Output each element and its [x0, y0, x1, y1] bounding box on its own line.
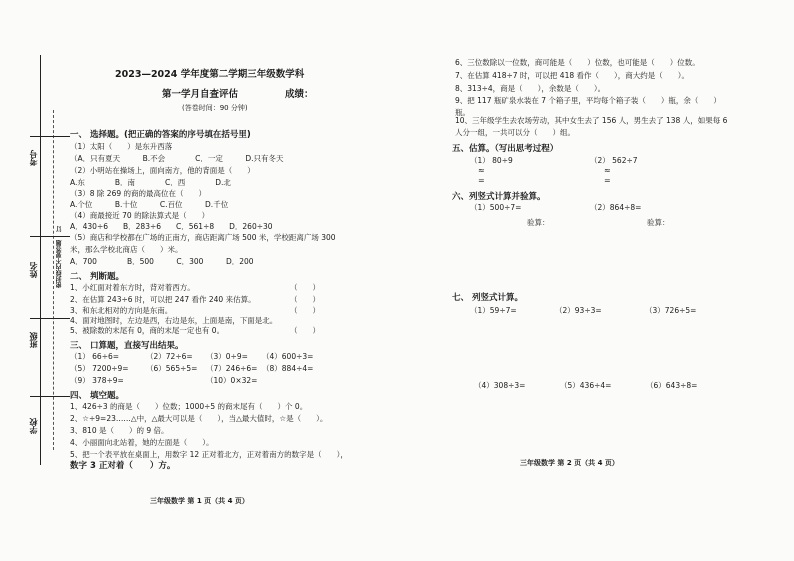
calc-10: （10）0×32= [206, 376, 258, 385]
class-line [30, 318, 70, 319]
school-line [30, 396, 70, 397]
fill-10: 10、三年级学生去农场劳动，其中女生去了 156 人，男生去了 138 人，如果每 6 [455, 116, 728, 125]
calc-1: （1） 66÷6= [70, 352, 120, 361]
judge-2: 2、在估算 243÷6 时，可以把 247 看作 240 来估算。 [70, 295, 256, 304]
judge-3: 3、和东北相对的方向是东南。 [70, 306, 173, 315]
section-2-title: 二、 判断题。 [70, 272, 124, 282]
estimate-1: （1） 80÷9 [470, 156, 513, 165]
fill-5-cont: 数字 3 正对着（ ）方。 [70, 461, 176, 471]
judge-2-paren: （ ） [290, 295, 320, 304]
name-label: 姓名 [29, 262, 38, 278]
fill-1: 1、426÷3 的商是（ ）位数；1000÷5 的商末尾有（ ）个 0。 [70, 402, 308, 411]
vertical-2: （2）864÷8= [590, 203, 642, 212]
fill-5: 5、把一个表平放在桌面上，用数字 12 正对着北方，正对着南方的数字是（ ）， [70, 450, 348, 459]
judge-5-paren: （ ） [290, 326, 320, 335]
calc-5: （5） 7200÷9= [70, 364, 129, 373]
exam-subtitle: 第一学月自查评估 [162, 89, 239, 100]
column-calc-2: （2）93÷3= [555, 306, 602, 315]
question-1: （1）太阳（ ）是东升西落 [70, 142, 173, 151]
name-line [30, 236, 70, 237]
fill-4: 4、小丽面向北站着，她的左面是（ ）。 [70, 438, 214, 447]
estimate-2: （2） 562÷7 [590, 156, 638, 165]
fill-9: 9、把 117 瓶矿泉水装在 7 个箱子里，平均每个箱子装（ ）瓶，余（ ） [455, 96, 721, 105]
school-label: 学校 [29, 418, 38, 434]
ding-mark: 订 [56, 226, 63, 232]
column-calc-1: （1）59÷7= [470, 306, 517, 315]
page-2-footer: 三年级数学 第 2 页（共 4 页） [520, 459, 619, 467]
exam-no-label: 考号 [29, 150, 38, 166]
vertical-1: （1）500÷7= [470, 203, 522, 212]
page-1-footer: 三年级数学 第 1 页（共 4 页） [150, 497, 249, 505]
question-2-options: A.东 B．南 C．西 D.北 [70, 178, 231, 187]
judge-5: 5、被除数的末尾有 0，商的末尾一定也有 0。 [70, 326, 225, 335]
calc-8: （8）884÷4= [262, 364, 314, 373]
question-5-options: A．700 B．500 C．300 D．200 [70, 257, 254, 266]
column-calc-4: （4）308÷3= [474, 381, 526, 390]
estimate-1-eq: = [478, 176, 485, 185]
seal-notice: 密封线内不要答题 [56, 240, 63, 288]
class-label: 班级 [29, 332, 38, 348]
fill-9-cont: 瓶。 [455, 108, 470, 117]
check-1-label: 验算： [527, 218, 550, 227]
exam-no-line [30, 136, 70, 137]
judge-4: 4、面对地图时，左边是西，右边是东，上面是南，下面是北。 [70, 316, 278, 325]
section-3-title: 三、 口算题，直接写出结果。 [70, 341, 184, 351]
fill-8: 8、313÷4，商是（ ），余数是（ ）。 [455, 84, 606, 93]
question-5: （5）商店和学校都在广场的正南方，商店距离广场 500 米，学校距离广场 300 [70, 233, 336, 242]
check-2-label: 验算： [647, 218, 670, 227]
judge-3-paren: （ ） [290, 306, 320, 315]
calc-3: （3）0÷9= [206, 352, 248, 361]
question-3-options: A.个位 B.十位 C.百位 D.千位 [70, 200, 229, 209]
calc-7: （7）246÷6= [206, 364, 258, 373]
judge-1: 1、小红面对着东方时，背对着西方。 [70, 283, 195, 292]
exam-title: 2023—2024 学年度第二学期三年级数学科 [115, 69, 305, 80]
column-calc-5: （5）436÷4= [560, 381, 612, 390]
question-4: （4）商最接近 70 的除法算式是（ ） [70, 211, 210, 220]
fill-10-cont: 人分一组，一共可以分（ ）组。 [455, 128, 575, 137]
section-7-title: 七、 列竖式计算。 [452, 293, 523, 303]
fill-2: 2、☆÷9=23……△中，△最大可以是（ ），当△最大值时，☆是（ ）。 [70, 414, 328, 423]
question-1-options: （A．只有夏天 B.不会 C．一定 D.只有冬天 [70, 154, 284, 163]
calc-6: （6）565÷5= [146, 364, 198, 373]
calc-4: （4）600÷3= [262, 352, 314, 361]
estimate-2-approx: ≈ [604, 166, 611, 175]
fill-3: 3、810 是（ ）的 9 倍。 [70, 426, 169, 435]
section-1-title: 一、 选择题。(把正确的答案的序号填在括号里) [70, 130, 251, 140]
column-calc-3: （3）726÷5= [645, 306, 697, 315]
estimate-1-approx: ≈ [478, 166, 485, 175]
question-3: （3）8 除 269 的商的最高位在（ ） [70, 189, 207, 198]
section-6-title: 六、列竖式计算并验算。 [452, 192, 546, 202]
question-4-options: A．430÷6 B．283÷6 C．561÷8 D．260÷30 [70, 222, 273, 231]
question-5-cont: 米，那么学校北商店（ ）米。 [70, 245, 183, 254]
question-2: （2）小明站在操场上，面向南方，他的背面是（ ） [70, 166, 255, 175]
calc-2: （2）72÷6= [146, 352, 193, 361]
calc-9: （9） 378÷9= [70, 376, 124, 385]
section-5-title: 五、估算。（写出思考过程） [452, 144, 559, 154]
fill-7: 7、在估算 418÷7 时，可以把 418 看作（ ），商大约是（ ）。 [455, 71, 689, 80]
estimate-2-eq: = [604, 176, 611, 185]
judge-1-paren: （ ） [290, 283, 320, 292]
column-calc-6: （6）643÷8= [646, 381, 698, 390]
score-label: 成绩： [285, 89, 314, 100]
section-4-title: 四、 填空题。 [70, 391, 124, 401]
fill-6: 6、三位数除以一位数，商可能是（ ）位数，也可能是（ ）位数。 [455, 58, 700, 67]
seal-dashed-line [53, 110, 54, 450]
margin-line [40, 55, 41, 465]
time-note: (答卷时间：90 分钟) [182, 104, 248, 112]
